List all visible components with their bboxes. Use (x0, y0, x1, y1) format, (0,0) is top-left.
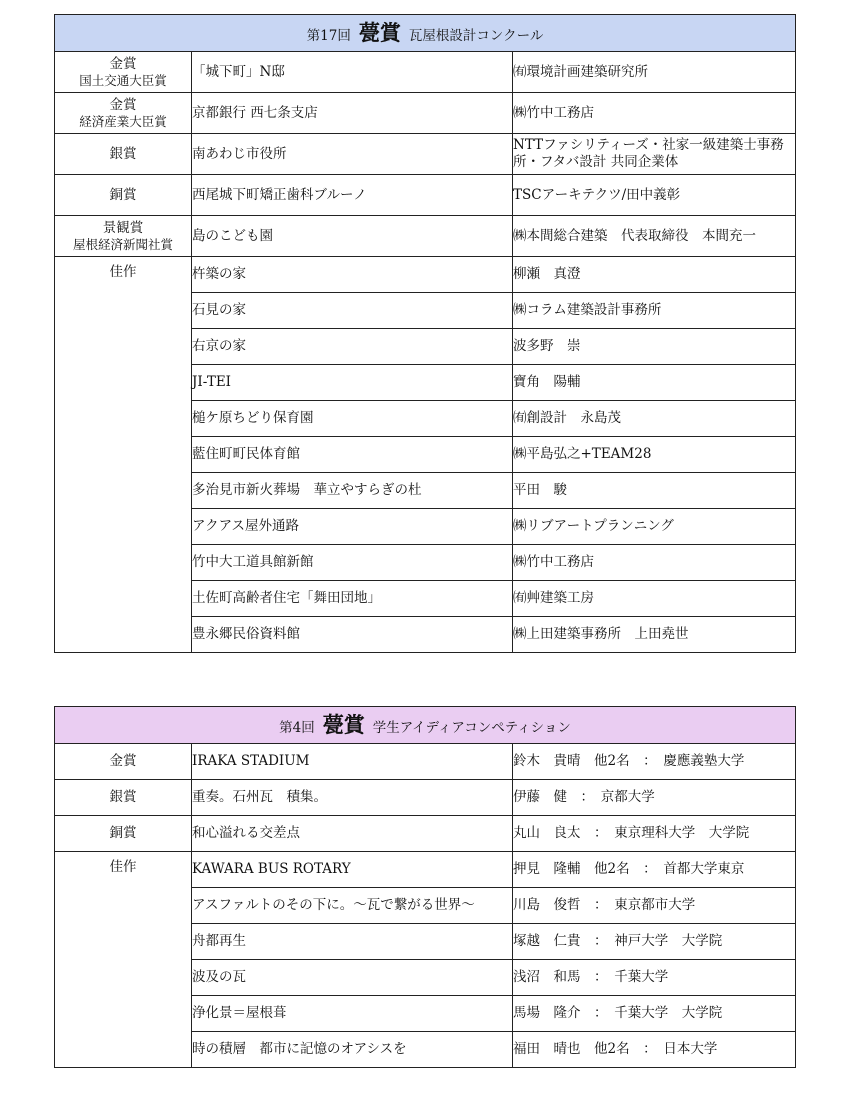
work-cell: 時の積層 都市に記憶のオアシスを (192, 1032, 513, 1068)
work-cell: 槌ケ原ちどり保育園 (192, 401, 513, 437)
contest1-title-row (55, 15, 796, 52)
contest2-title (55, 707, 796, 744)
work-cell: 石見の家 (192, 293, 513, 329)
work-cell: 「城下町」N邸 (192, 52, 513, 93)
work-cell: 豊永郷民俗資料館 (192, 617, 513, 653)
winner-cell: 川島 俊哲 ： 東京都市大学 (513, 888, 796, 924)
work-cell: JI-TEI (192, 365, 513, 401)
winner-cell: 浅沼 和馬 ： 千葉大学 (513, 960, 796, 996)
work-cell: 島のこども園 (192, 216, 513, 257)
work-cell: 重奏。石州瓦 積集。 (192, 780, 513, 816)
honorable-award-cell: 佳作 (55, 257, 192, 653)
table-row (55, 216, 796, 257)
award-cell (55, 93, 192, 134)
table-row (55, 744, 796, 780)
winner-cell: ㈱竹中工務店 (513, 545, 796, 581)
winner-cell: ㈲艸建築工房 (513, 581, 796, 617)
award-label: 金賞 (109, 55, 137, 72)
contest2-title-emph: 甍賞 (322, 711, 365, 737)
work-cell: 和心溢れる交差点 (192, 816, 513, 852)
contest2-title-prefix: 第4回 (279, 719, 315, 736)
winner-cell: ㈱上田建築事務所 上田堯世 (513, 617, 796, 653)
work-cell: 南あわじ市役所 (192, 134, 513, 175)
winner-cell: 平田 駿 (513, 473, 796, 509)
honorable-award-cell: 佳作 (55, 852, 192, 1068)
winner-cell: ㈱本間総合建築 代表取締役 本間充一 (513, 216, 796, 257)
award-cell: 銅賞 (55, 175, 192, 216)
winner-cell: 寶角 陽輔 (513, 365, 796, 401)
award-label: 金賞 (109, 96, 137, 113)
work-cell: 右京の家 (192, 329, 513, 365)
winner-cell: 塚越 仁貴 ： 神戸大学 大学院 (513, 924, 796, 960)
winner-cell: 福田 晴也 他2名 ： 日本大学 (513, 1032, 796, 1068)
winner-cell: 押見 隆輔 他2名 ： 首都大学東京 (513, 852, 796, 888)
work-cell: 杵築の家 (192, 257, 513, 293)
winner-cell: 伊藤 健 ： 京都大学 (513, 780, 796, 816)
winner-cell: ㈱平島弘之+TEAM28 (513, 437, 796, 473)
contest1-title-prefix: 第17回 (306, 27, 351, 44)
winner-cell: ㈱竹中工務店 (513, 93, 796, 134)
work-cell: 土佐町高齢者住宅「舞田団地」 (192, 581, 513, 617)
contest2-title-suffix: 学生アイディアコンペティション (372, 719, 571, 736)
award-cell: 銀賞 (55, 780, 192, 816)
table-row (55, 816, 796, 852)
contest1-title-suffix: 瓦屋根設計コンクール (408, 27, 544, 44)
award-cell (55, 52, 192, 93)
winner-cell: 鈴木 貴晴 他2名 ： 慶應義塾大学 (513, 744, 796, 780)
table-row (55, 93, 796, 134)
award-sub-label: 国土交通大臣賞 (79, 72, 167, 88)
work-cell: 京都銀行 西七条支店 (192, 93, 513, 134)
table-row (55, 780, 796, 816)
table-row (55, 175, 796, 216)
work-cell: 舟都再生 (192, 924, 513, 960)
work-cell: IRAKA STADIUM (192, 744, 513, 780)
contest1-title-emph: 甍賞 (358, 19, 401, 45)
winner-cell: 柳瀬 真澄 (513, 257, 796, 293)
work-cell: アスファルトのその下に。～瓦で繋がる世界～ (192, 888, 513, 924)
work-cell: アクアス屋外通路 (192, 509, 513, 545)
work-cell: 浄化景＝屋根葺 (192, 996, 513, 1032)
award-sub-label: 屋根経済新聞社賞 (72, 236, 173, 252)
contest1-table (54, 14, 796, 653)
work-cell: 多治見市新火葬場 華立やすらぎの杜 (192, 473, 513, 509)
award-cell: 銀賞 (55, 134, 192, 175)
winner-cell: NTTファシリティーズ・社家一級建築士事務所・フタバ設計 共同企業体 (513, 134, 796, 175)
winner-cell: ㈲創設計 永島茂 (513, 401, 796, 437)
work-cell: 西尾城下町矯正歯科ブルーノ (192, 175, 513, 216)
award-cell: 銅賞 (55, 816, 192, 852)
contest1-title (55, 15, 796, 52)
contest2-title-row (55, 707, 796, 744)
award-label: 景観賞 (102, 219, 144, 236)
work-cell: 藍住町町民体育館 (192, 437, 513, 473)
award-sub-label: 経済産業大臣賞 (79, 113, 167, 129)
winner-cell: 馬場 隆介 ： 千葉大学 大学院 (513, 996, 796, 1032)
award-cell: 金賞 (55, 744, 192, 780)
winner-cell: 波多野 崇 (513, 329, 796, 365)
table-row (55, 257, 796, 293)
work-cell: KAWARA BUS ROTARY (192, 852, 513, 888)
table-row (55, 852, 796, 888)
award-cell (55, 216, 192, 257)
table-row (55, 52, 796, 93)
table-row (55, 134, 796, 175)
winner-cell: ㈱リブアートプランニング (513, 509, 796, 545)
work-cell: 波及の瓦 (192, 960, 513, 996)
winner-cell: ㈲環境計画建築研究所 (513, 52, 796, 93)
contest2-table (54, 706, 796, 1068)
winner-cell: ㈱コラム建築設計事務所 (513, 293, 796, 329)
winner-cell: TSCアーキテクツ/田中義彰 (513, 175, 796, 216)
winner-cell: 丸山 良太 ： 東京理科大学 大学院 (513, 816, 796, 852)
work-cell: 竹中大工道具館新館 (192, 545, 513, 581)
